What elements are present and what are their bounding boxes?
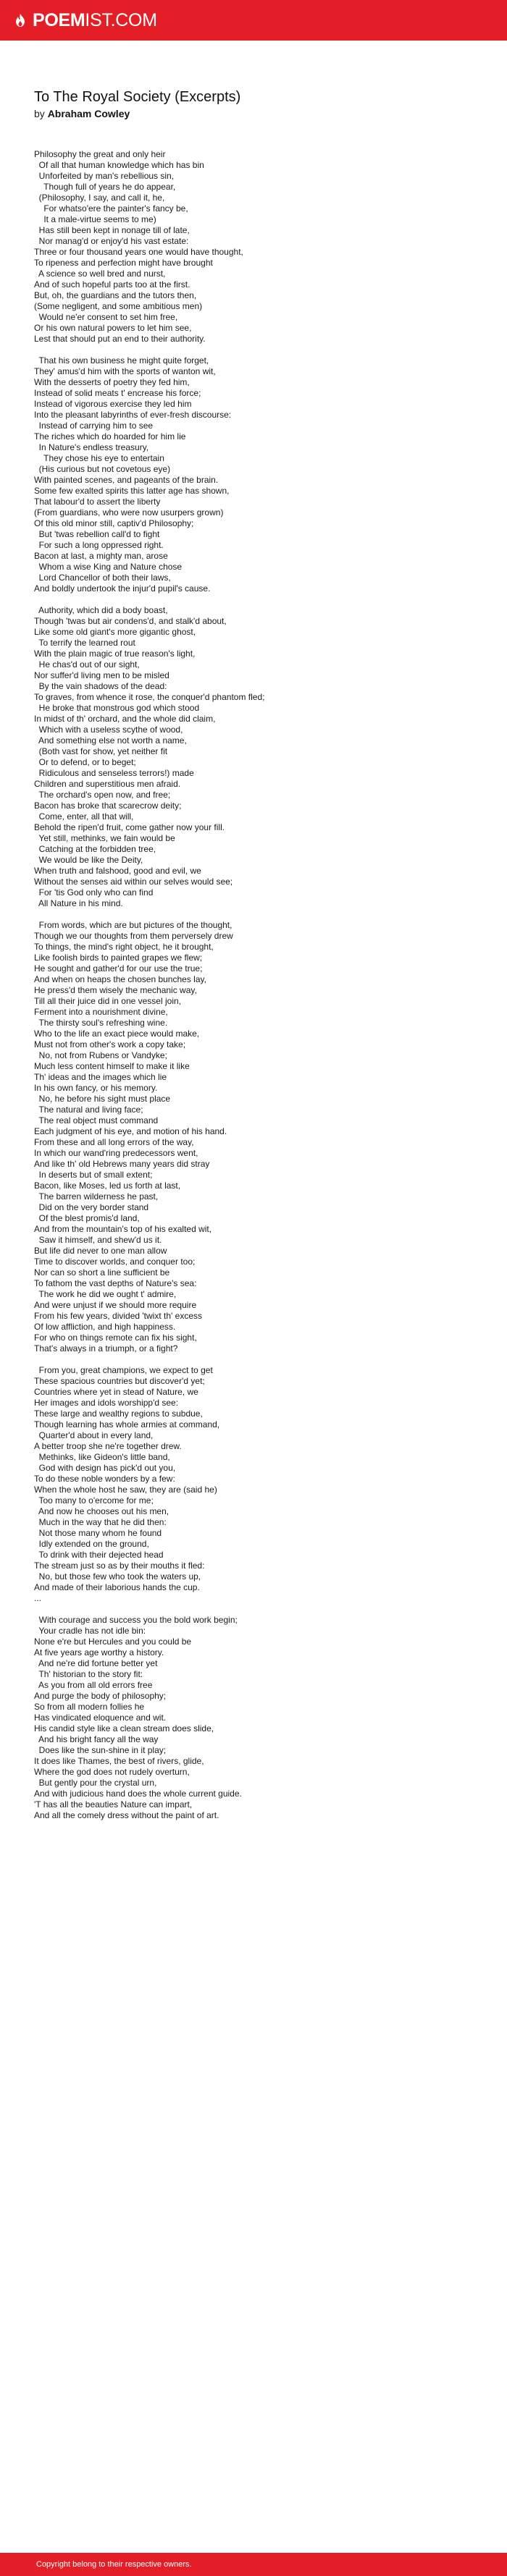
- poem-line: To ripeness and perfection might have brought: [34, 258, 213, 268]
- poem-line: Bacon has broke that scarecrow deity;: [34, 801, 182, 811]
- stanza-gap: [34, 594, 483, 605]
- poem-byline: [34, 107, 483, 120]
- stanza-gap: [34, 1354, 483, 1365]
- poem-line: From you, great champions, we expect to get: [34, 1365, 213, 1375]
- stanza-gap: [34, 1604, 483, 1615]
- poem-line: Though learning has whole armies at command,: [34, 1419, 220, 1430]
- poem-line: To drink with their dejected head: [34, 1550, 164, 1560]
- poem-line: The natural and living face;: [34, 1105, 143, 1115]
- poem-line: Into the pleasant labyrinths of ever-fresh discourse:: [34, 410, 232, 420]
- poem-line: When truth and falshood, good and evil, we: [34, 866, 201, 876]
- poem-line: Bacon, like Moses, led us forth at last,: [34, 1181, 181, 1191]
- poem-line: For who on things remote can fix his sight,: [34, 1333, 197, 1343]
- poem-line: Has still been kept in nonage till of late,: [34, 225, 190, 235]
- poem-line: The work he did we ought t' admire,: [34, 1289, 177, 1299]
- poem-line: Where the god does not rudely overturn,: [34, 1767, 190, 1777]
- poem-body: [34, 149, 483, 1821]
- poem-line: Though full of years he do appear,: [34, 182, 176, 192]
- poem-line: Much less content himself to make it like: [34, 1061, 190, 1071]
- poem-line: Her images and idols worshipp'd see:: [34, 1398, 179, 1408]
- poem-line: That's always in a triumph, or a fight?: [34, 1343, 178, 1354]
- poem-line: For such a long oppressed right.: [34, 540, 164, 550]
- poem-line: It a male-virtue seems to me): [34, 214, 156, 224]
- poem-line: Th' ideas and the images which lie: [34, 1072, 167, 1082]
- poem-line: To terrify the learned rout: [34, 638, 135, 648]
- poem-line: And now he chooses out his men,: [34, 1506, 169, 1516]
- poem-line: But life did never to one man allow: [34, 1246, 167, 1256]
- poem-line: And were unjust if we should more require: [34, 1300, 197, 1310]
- poem-line: For whatso'ere the painter's fancy be,: [34, 203, 188, 214]
- poem-line: Must not from other's work a copy take;: [34, 1039, 186, 1050]
- poem-line: In Nature's endless treasury,: [34, 442, 149, 452]
- poem-line: It does like Thames, the best of rivers, glide,: [34, 1756, 204, 1766]
- poem-line: None e're but Hercules and you could be: [34, 1637, 192, 1647]
- poem-line: A science so well bred and nurst,: [34, 269, 166, 279]
- poem-line: By the vain shadows of the dead:: [34, 681, 167, 691]
- poem-line: And from the mountain's top of his exalted wit,: [34, 1224, 212, 1234]
- poem-line: All Nature in his mind.: [34, 898, 123, 908]
- poem-line: These spacious countries but discover'd yet;: [34, 1376, 205, 1386]
- poem-line: Time to discover worlds, and conquer too;: [34, 1257, 196, 1267]
- poem-line: (Both vast for show, yet neither fit: [34, 746, 168, 756]
- poem-line: Too many to o'ercome for me;: [34, 1495, 154, 1506]
- poem-line: Or his own natural powers to let him see,: [34, 323, 192, 333]
- poem-line: And made of their laborious hands the cup.: [34, 1582, 200, 1592]
- poem-line: Not those many whom he found: [34, 1528, 162, 1538]
- poem-line: As you from all old errors free: [34, 1680, 153, 1690]
- poem-line: So from all modern follies he: [34, 1702, 145, 1712]
- poem-line: We would be like the Deity,: [34, 855, 143, 865]
- poem-line: To do these noble wonders by a few:: [34, 1474, 175, 1484]
- poem-line: Much in the way that he did then:: [34, 1517, 167, 1527]
- poem-line: From these and all long errors of the way,: [34, 1137, 194, 1147]
- poem-line: ...: [34, 1593, 42, 1603]
- poem-line: Quarter'd about in every land,: [34, 1430, 154, 1440]
- poem-content: [34, 88, 483, 1821]
- poem-line: Saw it himself, and shew'd us it.: [34, 1235, 162, 1245]
- poem-line: Th' historian to the story fit:: [34, 1669, 143, 1679]
- poem-line: And ne're did fortune better yet: [34, 1658, 158, 1668]
- poem-line: Yet still, methinks, we fain would be: [34, 833, 175, 843]
- poem-line: And all the comely dress without the paint of art.: [34, 1810, 219, 1820]
- poem-line: But gently pour the crystal urn,: [34, 1778, 157, 1788]
- poem-line: (Some negligent, and some ambitious men): [34, 301, 203, 311]
- poem-line: His candid style like a clean stream does slide,: [34, 1723, 214, 1733]
- site-header: [0, 0, 507, 41]
- poem-line: Without the senses aid within our selves would see;: [34, 877, 233, 887]
- poem-line: Authority, which did a body boast,: [34, 605, 168, 615]
- poem-line: Like some old giant's more gigantic ghost,: [34, 627, 196, 637]
- poem-line: Philosophy the great and only heir: [34, 149, 166, 159]
- poem-line: To graves, from whence it rose, the conquer'd phantom fled;: [34, 692, 265, 702]
- by-label: by: [34, 108, 45, 119]
- flame-logo-icon: [13, 13, 28, 28]
- logo-text-light: IST.COM: [85, 10, 157, 30]
- poem-line: Unforfeited by man's rebellious sin,: [34, 171, 175, 181]
- poem-line: Whom a wise King and Nature chose: [34, 562, 183, 572]
- poem-line: (His curious but not covetous eye): [34, 464, 171, 474]
- poem-line: Of low affliction, and high happiness.: [34, 1322, 176, 1332]
- poem-line: And something else not worth a name,: [34, 735, 187, 746]
- logo-text-bold: POEM: [33, 10, 85, 30]
- poem-line: Instead of carrying him to see: [34, 421, 154, 431]
- poem-line: Idly extended on the ground,: [34, 1539, 149, 1549]
- poem-line: Instead of vigorous exercise they led him: [34, 399, 192, 409]
- poem-line: The stream just so as by their mouths it fled:: [34, 1561, 205, 1571]
- poem-line: To things, the mind's right object, he it brought,: [34, 942, 214, 952]
- poem-line: Or to defend, or to beget;: [34, 757, 136, 767]
- poem-line: Who to the life an exact piece would make,: [34, 1029, 200, 1039]
- poem-line: The barren wilderness he past,: [34, 1191, 159, 1202]
- poem-line: Nor suffer'd living men to be misled: [34, 670, 169, 680]
- poem-line: Did on the very border stand: [34, 1202, 149, 1212]
- poem-line: 'T has all the beauties Nature can impart,: [34, 1799, 193, 1809]
- poem-line: And when on heaps the chosen bunches lay,: [34, 974, 206, 984]
- poem-line: They chose his eye to entertain: [34, 453, 164, 463]
- poem-line: And purge the body of philosophy;: [34, 1691, 167, 1701]
- poem-line: Though 'twas but air condens'd, and stalk'd about,: [34, 616, 227, 626]
- poem-line: Nor can so short a line sufficient be: [34, 1267, 170, 1278]
- poem-line: Methinks, like Gideon's little band,: [34, 1452, 170, 1462]
- poem-line: But 'twas rebellion call'd to fight: [34, 529, 160, 539]
- poem-line: That his own business he might quite forget,: [34, 355, 209, 366]
- poem-line: In midst of th' orchard, and the whole did claim,: [34, 714, 216, 724]
- poem-line: Children and superstitious men afraid.: [34, 779, 181, 789]
- site-footer: [0, 2553, 507, 2576]
- poem-line: Your cradle has not idle bin:: [34, 1626, 146, 1636]
- poem-line: With painted scenes, and pageants of the brain.: [34, 475, 219, 485]
- poem-line: And like th' old Hebrews many years did stray: [34, 1159, 210, 1169]
- poem-line: (Philosophy, I say, and call it, he,: [34, 193, 165, 203]
- poem-line: The thirsty soul's refreshing wine.: [34, 1018, 168, 1028]
- poem-line: Would ne'er consent to set him free,: [34, 312, 178, 322]
- poem-line: Though we our thoughts from them perversely drew: [34, 931, 233, 941]
- poem-line: Does like the sun-shine in it play;: [34, 1745, 167, 1755]
- poem-line: They' amus'd him with the sports of wanton wit,: [34, 366, 216, 376]
- poem-line: Of all that human knowledge which has bin: [34, 160, 204, 170]
- poem-line: Which with a useless scythe of wood,: [34, 725, 183, 735]
- poem-line: He broke that monstrous god which stood: [34, 703, 200, 713]
- poem-line: In his own fancy, or his memory.: [34, 1083, 158, 1093]
- poem-line: Countries where yet in stead of Nature, we: [34, 1387, 198, 1397]
- copyright-notice: Copyright belong to their respective owners.: [36, 2560, 192, 2569]
- poem-line: Like foolish birds to painted grapes we flew;: [34, 953, 203, 963]
- poem-line: With the desserts of poetry they fed him,: [34, 377, 190, 387]
- poem-line: Till all their juice did in one vessel join,: [34, 996, 181, 1006]
- poem-line: And of such hopeful parts too at the first.: [34, 279, 190, 290]
- poem-line: The orchard's open now, and free;: [34, 790, 171, 800]
- poem-line: No, he before his sight must place: [34, 1094, 171, 1104]
- poem-line: Instead of solid meats t' encrease his force;: [34, 388, 201, 398]
- poem-line: And with judicious hand does the whole current guide.: [34, 1789, 242, 1799]
- poem-line: Ridiculous and senseless terrors!) made: [34, 768, 194, 778]
- poem-line: No, but those few who took the waters up,: [34, 1571, 201, 1582]
- poem-line: God with design has pick'd out you,: [34, 1463, 176, 1473]
- poem-line: But, oh, the guardians and the tutors then,: [34, 290, 197, 300]
- poem-line: That labour'd to assert the liberty: [34, 497, 161, 507]
- poem-line: When the whole host he saw, they are (said he): [34, 1485, 217, 1495]
- poem-line: With the plain magic of true reason's light,: [34, 649, 196, 659]
- poem-line: He chas'd out of our sight,: [34, 659, 140, 670]
- poem-line: Bacon at last, a mighty man, arose: [34, 551, 168, 561]
- poem-line: (From guardians, who were now usurpers grown): [34, 507, 224, 518]
- poem-line: Ferment into a nourishment divine,: [34, 1007, 168, 1017]
- poem-line: For 'tis God only who can find: [34, 887, 154, 898]
- poem-line: To fathom the vast depths of Nature's sea:: [34, 1278, 197, 1288]
- poem-line: Of this old minor still, captiv'd Philosophy;: [34, 518, 194, 528]
- poem-line: Behold the ripen'd fruit, come gather now your fill.: [34, 822, 225, 832]
- poem-line: These large and wealthy regions to subdue,: [34, 1409, 203, 1419]
- poem-line: With courage and success you the bold work begin;: [34, 1615, 238, 1625]
- poem-title: To The Royal Society (Excerpts): [34, 89, 241, 105]
- poem-line: The real object must command: [34, 1115, 159, 1126]
- poem-line: And boldly undertook the injur'd pupil's cause.: [34, 583, 211, 594]
- poem-line: Three or four thousand years one would have thought,: [34, 247, 243, 257]
- poem-line: The riches which do hoarded for him lie: [34, 431, 186, 442]
- poem-line: Some few exalted spirits this latter age has shown,: [34, 486, 230, 496]
- poem-line: In deserts but of small extent;: [34, 1170, 153, 1180]
- poem-line: Catching at the forbidden tree,: [34, 844, 156, 854]
- poem-line: Nor manag'd or enjoy'd his vast estate:: [34, 236, 189, 246]
- site-logo[interactable]: [13, 9, 157, 31]
- poem-line: Has vindicated eloquence and wit.: [34, 1713, 167, 1723]
- poem-line: Each judgment of his eye, and motion of his hand.: [34, 1126, 227, 1136]
- poem-line: He sought and gather'd for our use the true;: [34, 963, 203, 974]
- poem-line: Of the blest promis'd land,: [34, 1213, 140, 1223]
- stanza-gap: [34, 345, 483, 355]
- poem-line: Come, enter, all that will,: [34, 811, 134, 822]
- poem-line: At five years age worthy a history.: [34, 1647, 164, 1657]
- author-link[interactable]: Abraham Cowley: [47, 108, 130, 119]
- poem-line: In which our wand'ring predecessors went,: [34, 1148, 198, 1158]
- poem-line: Lord Chancellor of both their laws,: [34, 573, 171, 583]
- poem-line: Lest that should put an end to their authority.: [34, 334, 206, 344]
- stanza-gap: [34, 909, 483, 920]
- poem-line: No, not from Rubens or Vandyke;: [34, 1050, 167, 1060]
- poem-line: From his few years, divided 'twixt th' excess: [34, 1311, 202, 1321]
- poem-line: And his bright fancy all the way: [34, 1734, 159, 1744]
- poem-line: He press'd them wisely the mechanic way,: [34, 985, 197, 995]
- poem-line: From words, which are but pictures of the thought,: [34, 920, 232, 930]
- poem-line: A better troop she ne're together drew.: [34, 1441, 182, 1451]
